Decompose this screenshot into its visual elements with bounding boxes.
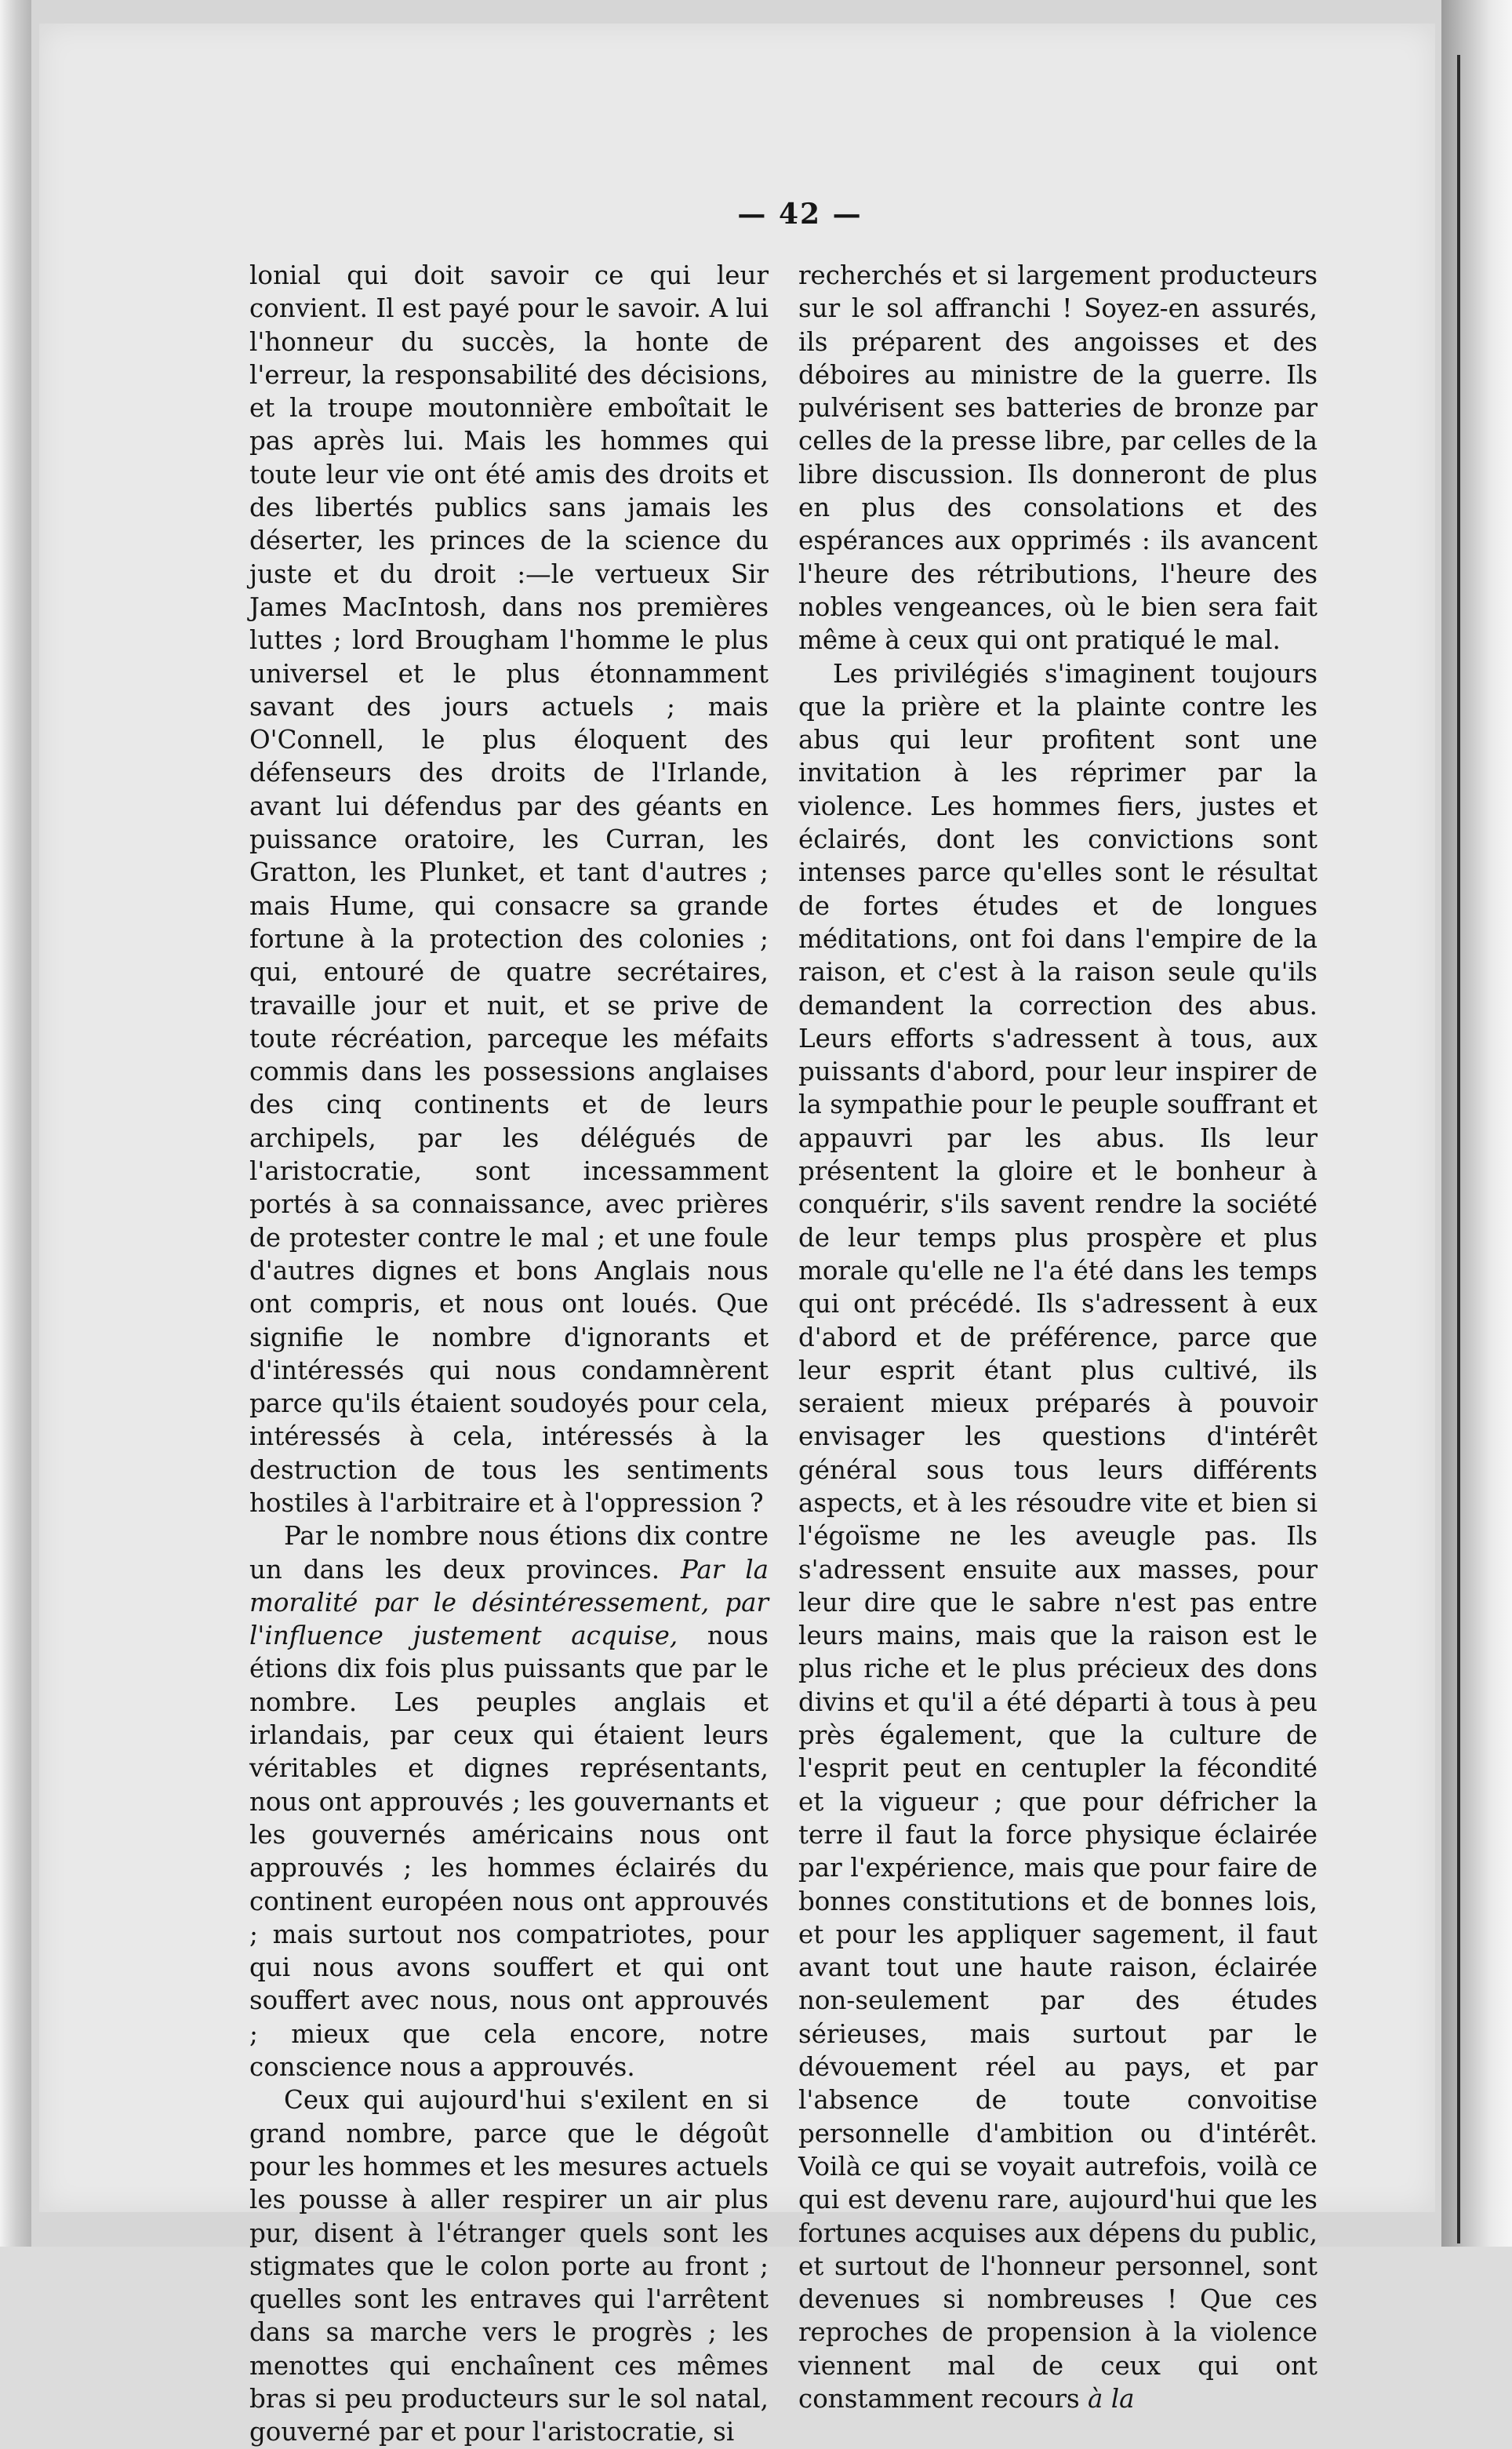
paragraph-5-start: Les privilégiés s'imaginent toujours que la prière et la plainte contre les abus qui leur profitent sont une invitation à les réprimer par la violence. Les hommes fiers, justes et éclairés, dont les convictions sont intenses parce qu'elles sont le résultat de fortes études et de longues méditations, ont foi dans l'empire de la raison, et c'est à la raison seule qu'ils demandent la correction des abus. Leurs efforts s'adressent à tous, aux puissants d'abord, pour leur inspirer de la sympathie pour le peuple souffrant et appauvri par les abus. Ils leur présentent la gloire et le bonheur à conquérir, s'ils savent rendre la société de leur temps plus prospère et plus morale qu'elle ne l'a été dans les temps qui ont précédé. Ils s'adressent à eux d'abord et de préférence, parce que leur esprit étant plus cultivé, ils seraient mieux préparés à pouvoir envisager les questions d'intérêt général sous tous leurs différents aspects, et à les résoudre vite et bien si l'égoïsme ne les aveugle pas. Ils s'adressent ensuite aux masses, pour leur dire que le sabre n'est pas entre leurs mains, mais que la raison est le plus riche et le plus précieux des dons divins et qu'il a été départi à tous à peu près également, que la culture de l'esprit peut en centupler la fécondité et la vigueur ; que pour défricher la terre il faut la force physique éclairée par l'expérience, mais que pour faire de bonnes constitutions et de bonnes lois, et pour les appliquer sagement, il faut avant tout une haute raison, éclairée non-seulement par des études sérieuses, mais surtout par le dévouement réel au pays, et par l'absence de toute convoitise personnelle d'ambition ou d'intérêt. Voilà ce qui se voyait autrefois, voilà ce qui est devenu rare, aujourd'hui que les fortunes acquises aux dépens du public, et surtout de l'honneur personnel, sont devenues si nombreuses ! Que ces reproches de propension à la violence viennent mal de ceux qui ont constamment recours	[798, 658, 1318, 2414]
paragraph-2	[249, 1519, 769, 2083]
paragraph-4: recherchés et si largement producteurs sur le sol affranchi ! Soyez-en assurés, ils préparent des angoisses et des déboires au ministre de la guerre. Ils pulvérisent ses batteries de bronze par celles de la presse libre, par celles de la libre discussion. Ils donneront de plus en plus des consolations et des espérances aux opprimés : ils avancent l'heure des rétributions, l'heure des nobles vengeances, où le bien sera fait même à ceux qui ont pratiqué le mal.	[798, 260, 1318, 656]
book-page	[39, 24, 1435, 2447]
right-text-column	[798, 259, 1318, 2415]
page-number: — 42 —	[737, 198, 863, 231]
paragraph-5	[798, 657, 1318, 2416]
book-spine-line	[1457, 55, 1460, 2243]
book-left-edge	[0, 0, 31, 2247]
paragraph-2-end: nous étions dix fois plus puissants que par le nombre. Les peuples anglais et irlandais, par ceux qui étaient leurs véritables et dignes représentants, nous ont approuvés ; les gouvernants et les gouvernés américains nous ont approuvés ; les hommes éclairés du continent européen nous ont approuvés ; mais surtout nos compatriotes, pour qui nous avons souffert et qui ont souffert avec nous, nous ont approuvés ; mieux que cela encore, notre conscience nous a approuvés.	[249, 1621, 769, 2083]
book-spine-shadow	[1441, 0, 1512, 2247]
paragraph-2-start: Par le nombre nous étions dix contre un dans les deux provinces.	[249, 1521, 769, 1585]
paragraph-3: Ceux qui aujourd'hui s'exilent en si grand nombre, parce que le dégoût pour les hommes et les mesures actuels les pousse à aller respirer un air plus pur, disent à l'étranger quels sont les stigmates que le colon porte au front ; quelles sont les entraves qui l'arrêtent dans sa marche vers le progrès ; les menottes qui enchaînent ces mêmes bras si peu producteurs sur le sol natal, gouverné par et pour l'aristocratie, si	[249, 2085, 769, 2447]
paragraph-1: lonial qui doit savoir ce qui leur convient. Il est payé pour le savoir. A lui l'honneur du succès, la honte de l'erreur, la responsabilité des décisions, et la troupe moutonnière emboîtait le pas après lui. Mais les hommes qui toute leur vie ont été amis des droits et des libertés publics sans jamais les déserter, les princes de la science du juste et du droit :—le vertueux Sir James MacIntosh, dans nos premières luttes ; lord Brougham l'homme le plus universel et le plus étonnamment savant des jours actuels ; mais O'Connell, le plus éloquent des défenseurs des droits de l'Irlande, avant lui défendus par des géants en puissance oratoire, les Curran, les Gratton, les Plunket, et tant d'autres ; mais Hume, qui consacre sa grande fortune à la protection des colonies ; qui, entouré de quatre secrétaires, travaille jour et nuit, et se prive de toute récréation, parceque les méfaits commis dans les possessions anglaises des cinq continents et de leurs archipels, par les délégués de l'aristocratie, sont incessamment portés à sa connaissance, avec prières de protester contre le mal ; et une foule d'autres dignes et bons Anglais nous ont compris, et nous ont loués. Que signifie le nombre d'ignorants et d'intéressés qui nous condamnèrent parce qu'ils étaient soudoyés pour cela, intéressés à cela, intéressés à la destruction de tous les sentiments hostiles à l'arbitraire et à l'oppression ?	[249, 260, 769, 1518]
left-text-column	[249, 259, 769, 2449]
paragraph-2-italic: Par la moralité par le désintéressement, par l'influence justement acquise,	[249, 1554, 769, 1651]
paragraph-5-italic: à la	[1088, 2384, 1135, 2414]
